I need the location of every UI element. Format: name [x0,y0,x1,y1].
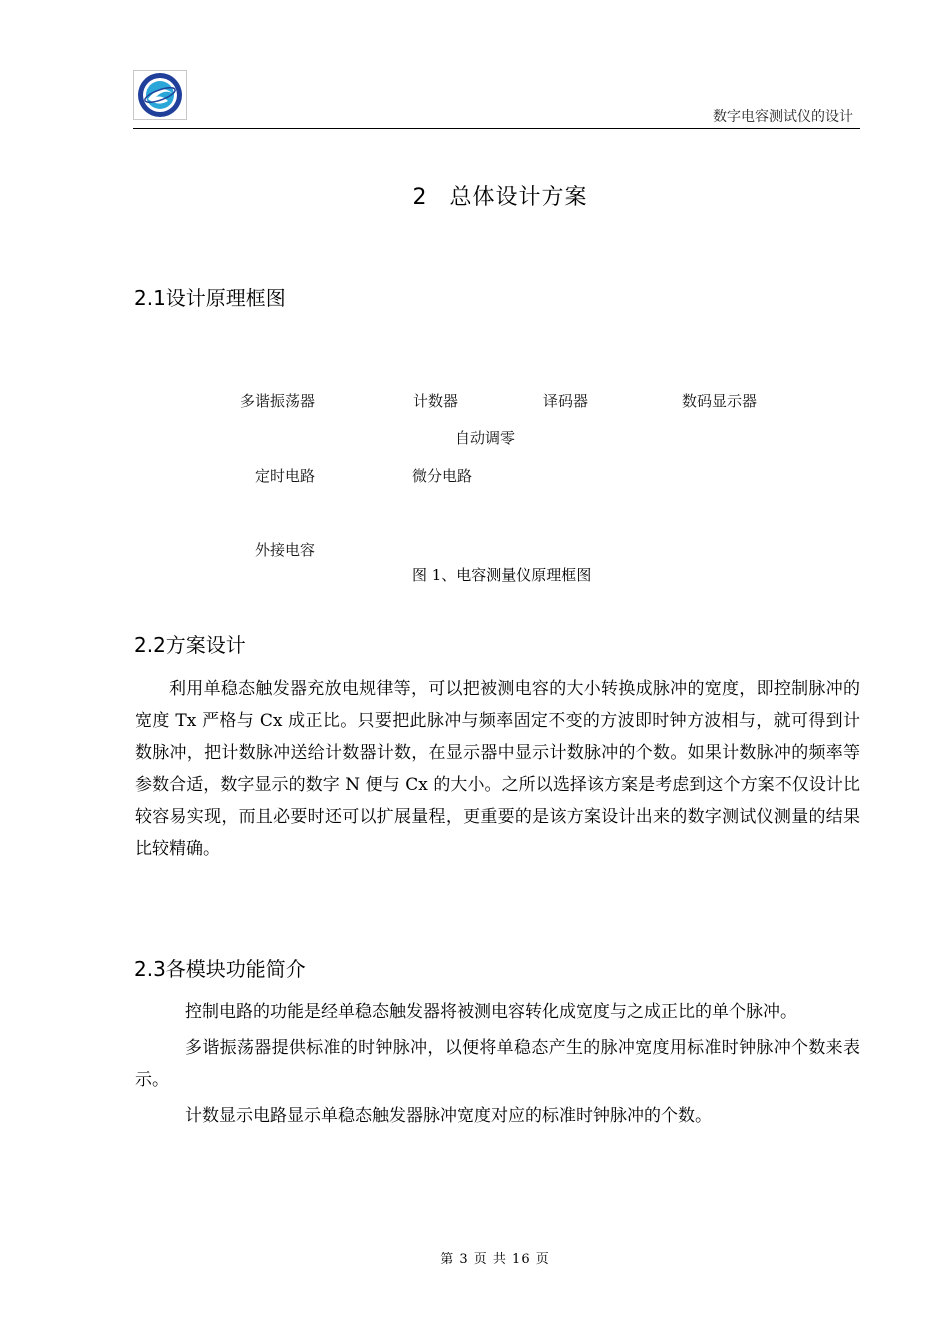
section-2-1-heading: 2.1设计原理框图 [134,286,286,310]
university-logo [133,70,187,120]
page-number: 第 3 页 共 16 页 [440,1252,550,1267]
section-2-3-body [135,996,860,1132]
block-decoder: 译码器 [543,392,589,410]
section-2-2-heading: 2.2方案设计 [134,633,246,657]
header-rule [133,128,860,129]
chapter-number: 2 [412,185,428,210]
block-external-capacitor: 外接电容 [255,541,316,559]
header-document-title: 数字电容测试仪的设计 [713,109,853,125]
paragraph: 多谐振荡器提供标准的时钟脉冲，以便将单稳态产生的脉冲宽度用标准时钟脉冲个数来表示。 [135,1038,860,1090]
chapter-title [0,180,950,211]
block-counter: 计数器 [413,392,459,410]
block-display: 数码显示器 [682,392,758,410]
block-differentiator: 微分电路 [412,467,473,485]
chapter-title-text: 总体设计方案 [449,185,588,210]
section-2-2-body [135,673,860,865]
paragraph: 利用单稳态触发器充放电规律等，可以把被测电容的大小转换成脉冲的宽度，即控制脉冲的宽度 Tx 严格与 Cx 成正比。只要把此脉冲与频率固定不变的方波即时钟方波相与，就可得到计数脉冲，把计数脉冲送给计数器计数，在显示器中显示计数脉冲的个数。如果计数脉冲的频率等参数合适，数字显示的数字 N 便与 Cx 的大小。之所以选择该方案是考虑到这个方案不仅设计比较容易实现，而且必要时还可以扩展量程，更重要的是该方案设计出来的数字测试仪测量的结果比较精确。 [135,679,860,859]
figure-caption: 图 1、电容测量仪原理框图 [412,566,592,584]
block-oscillator: 多谐振荡器 [240,392,316,410]
section-2-3-heading: 2.3各模块功能简介 [134,957,306,981]
paragraph: 计数显示电路显示单稳态触发器脉冲宽度对应的标准时钟脉冲的个数。 [185,1106,712,1126]
paragraph: 控制电路的功能是经单稳态触发器将被测电容转化成宽度与之成正比的单个脉冲。 [185,1002,797,1022]
block-timer: 定时电路 [255,467,316,485]
block-auto-zero: 自动调零 [455,429,516,447]
university-seal-icon [134,71,186,119]
